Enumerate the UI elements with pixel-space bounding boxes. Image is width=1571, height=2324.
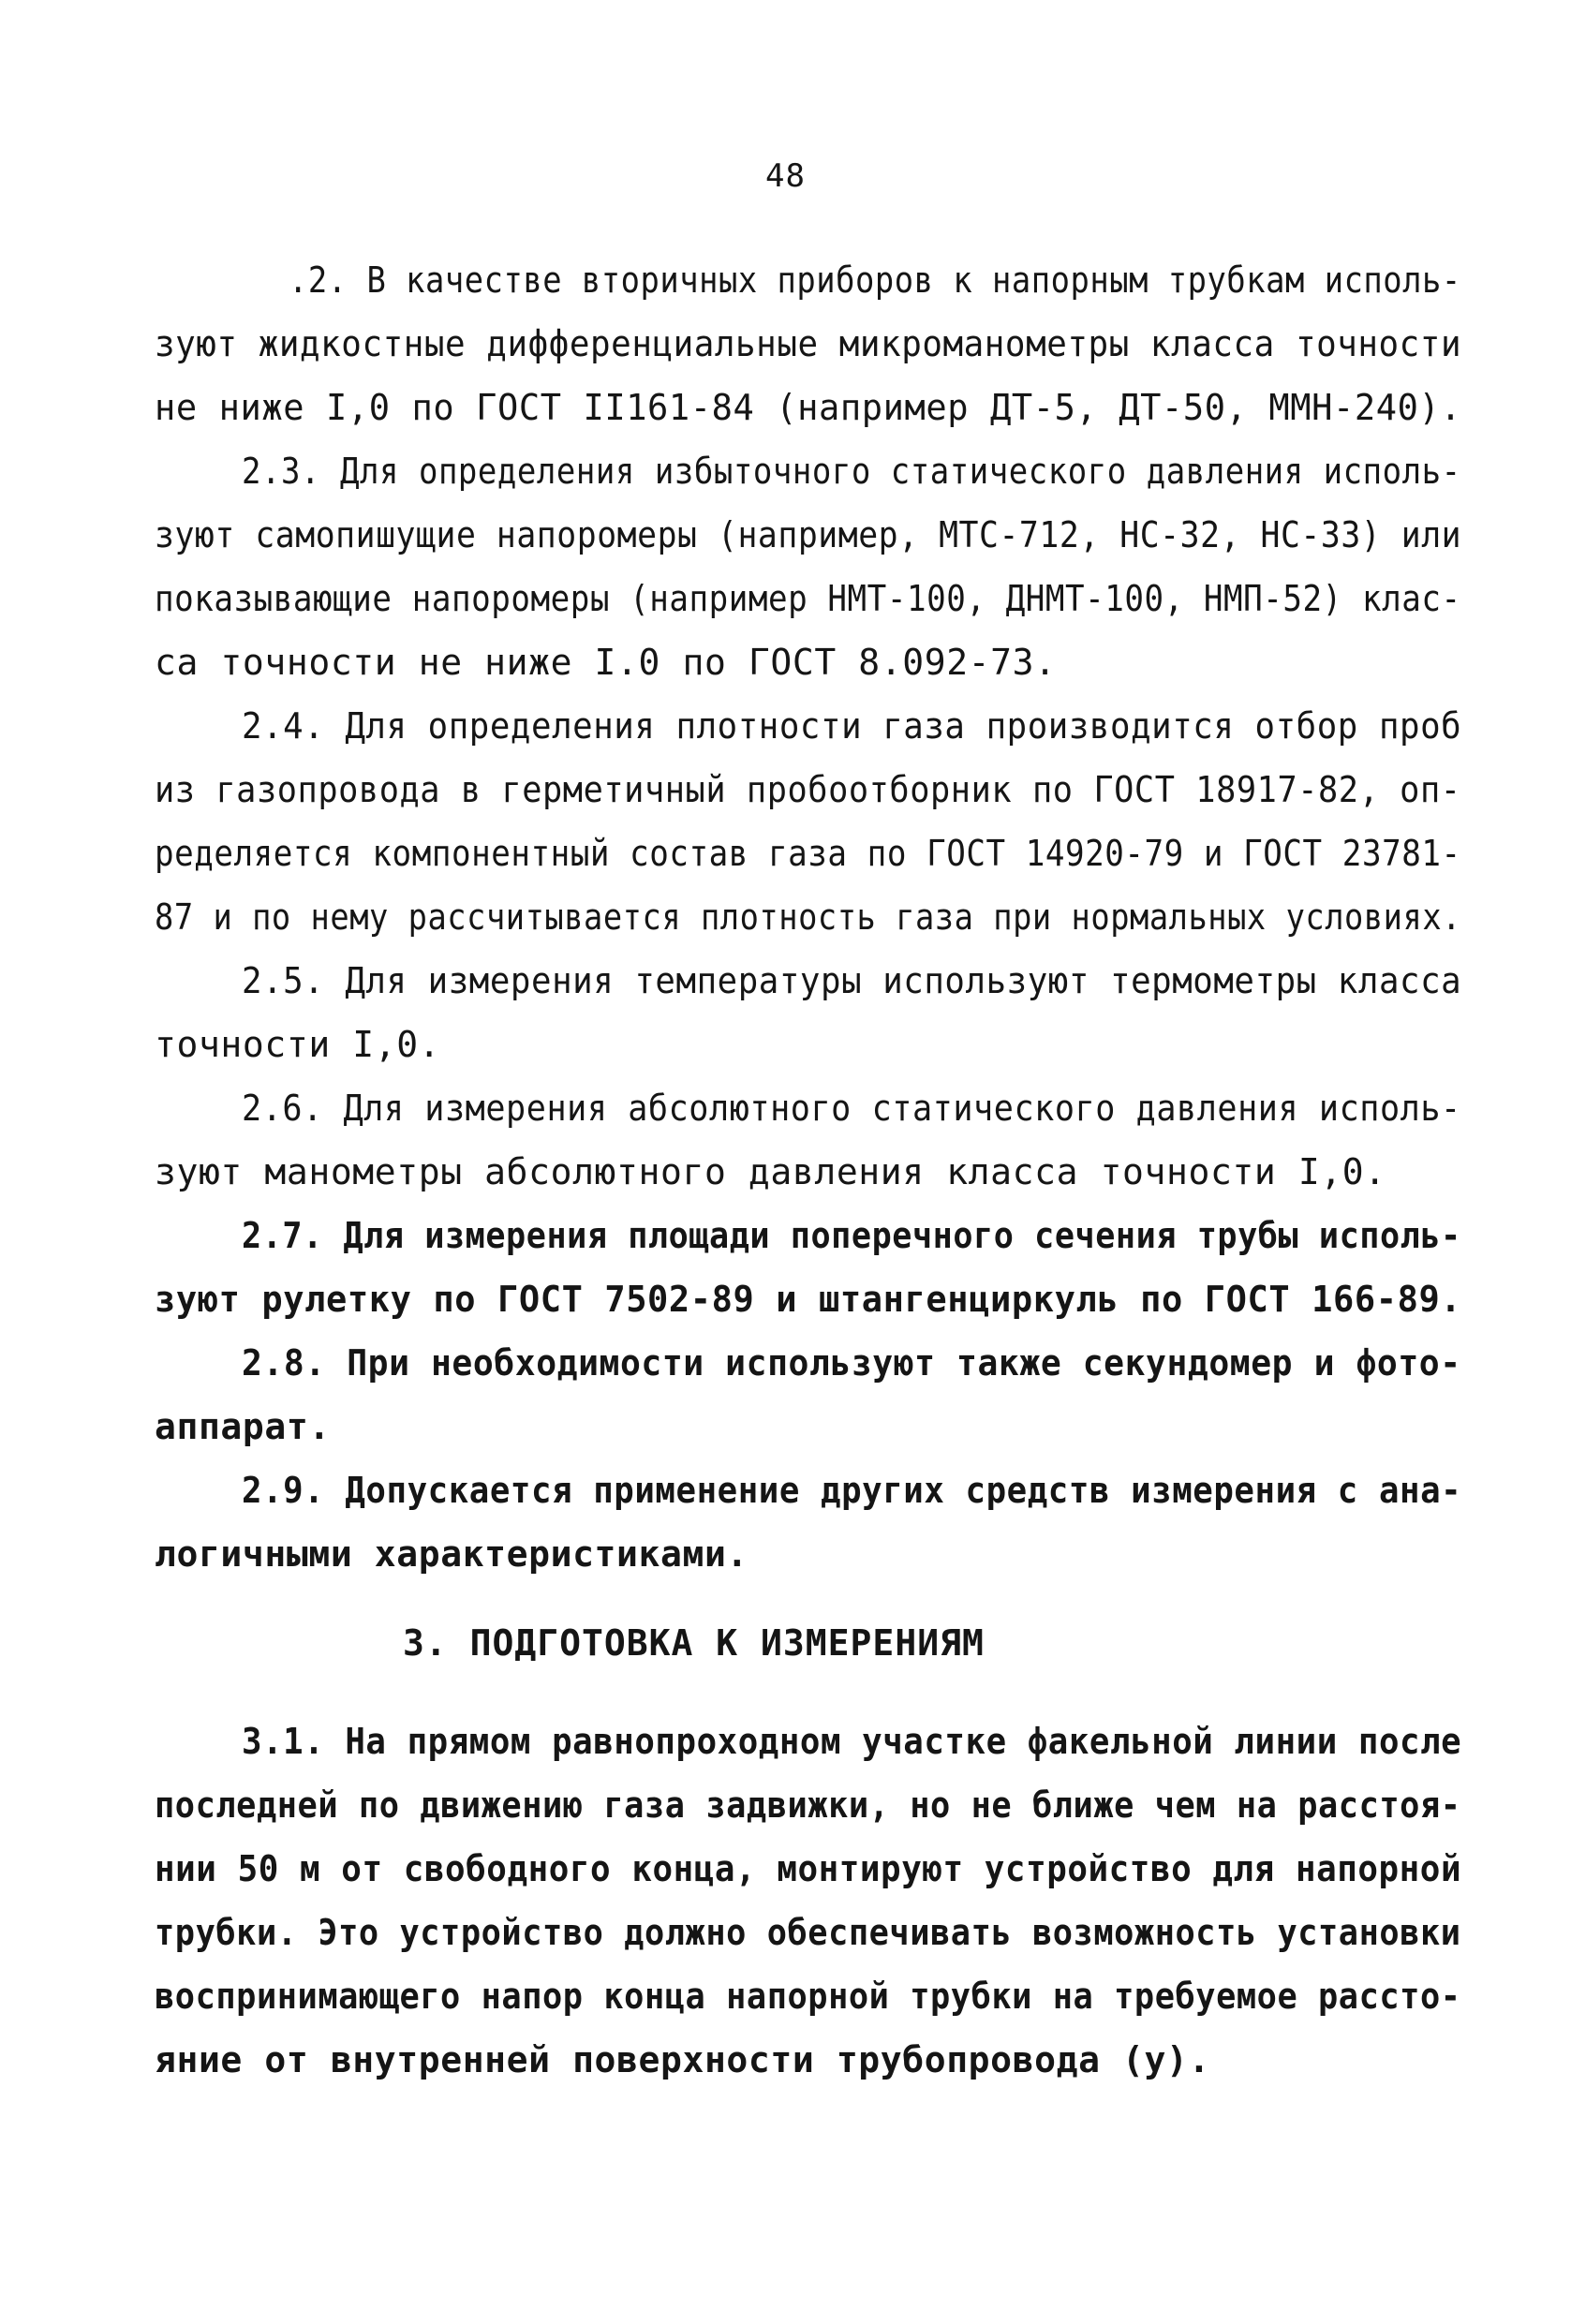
text-line: из газопровода в герметичный пробоотборник по ГОСТ 18917-82, оп-: [155, 769, 1461, 810]
text-line: 2.7. Для измерения площади поперечного сечения трубы исполь-: [242, 1215, 1461, 1256]
text-line: 3.1. На прямом равнопроходном участке факельной линии после: [242, 1721, 1462, 1762]
text-line: нии 50 м от свободного конца, монтируют устройство для напорной: [155, 1848, 1462, 1889]
text-line: зуют жидкостные дифференциальные микроманометры класса точности: [155, 323, 1462, 364]
text-line: последней по движению газа задвижки, но не ближе чем на расстоя-: [155, 1784, 1461, 1826]
text-line: зуют самопишущие напоромеры (например, МТС-712, НС-32, НС-33) или: [155, 514, 1462, 555]
section-heading: 3. ПОДГОТОВКА К ИЗМЕРЕНИЯМ: [403, 1622, 985, 1664]
text-line: 2.5. Для измерения температуры используют термометры класса: [242, 960, 1462, 1001]
text-line: логичными характеристиками.: [155, 1533, 748, 1575]
text-line: зуют манометры абсолютного давления класса точности I,0.: [155, 1151, 1386, 1192]
text-line: са точности не ниже I.0 по ГОСТ 8.092-73.: [155, 642, 1057, 683]
text-line: яние от внутренней поверхности трубопровода (у).: [155, 2039, 1210, 2080]
text-line: 2.9. Допускается применение других средств измерения с ана-: [242, 1470, 1462, 1511]
page-number: 48: [765, 157, 806, 195]
text-line: 87 и по нему рассчитывается плотность газа при нормальных условиях.: [155, 896, 1461, 938]
text-line: 2.4. Для определения плотности газа производится отбор проб: [242, 705, 1462, 747]
text-line: аппарат.: [155, 1406, 331, 1447]
text-line: трубки. Это устройство должно обеспечивать возможность установки: [155, 1912, 1461, 1953]
text-line: ределяется компонентный состав газа по ГОСТ 14920-79 и ГОСТ 23781-: [155, 833, 1461, 874]
text-line: .2. В качестве вторичных приборов к напорным трубкам исполь-: [289, 259, 1461, 301]
text-line: показывающие напоромеры (например НМТ-100, ДНМТ-100, НМП-52) клас-: [155, 578, 1461, 619]
text-line: точности I,0.: [155, 1024, 441, 1065]
text-line: не ниже I,0 по ГОСТ II161-84 (например ДТ-5, ДТ-50, ММН-240).: [155, 387, 1462, 428]
text-line: 2.6. Для измерения абсолютного статического давления исполь-: [242, 1088, 1461, 1129]
text-line: 2.3. Для определения избыточного статического давления исполь-: [242, 451, 1461, 492]
text-line: воспринимающего напор конца напорной трубки на требуемое рассто-: [155, 1976, 1461, 2017]
text-line: зуют рулетку по ГОСТ 7502-89 и штангенциркуль по ГОСТ 166-89.: [155, 1279, 1462, 1320]
text-line: 2.8. При необходимости используют также секундомер и фото-: [242, 1342, 1461, 1384]
